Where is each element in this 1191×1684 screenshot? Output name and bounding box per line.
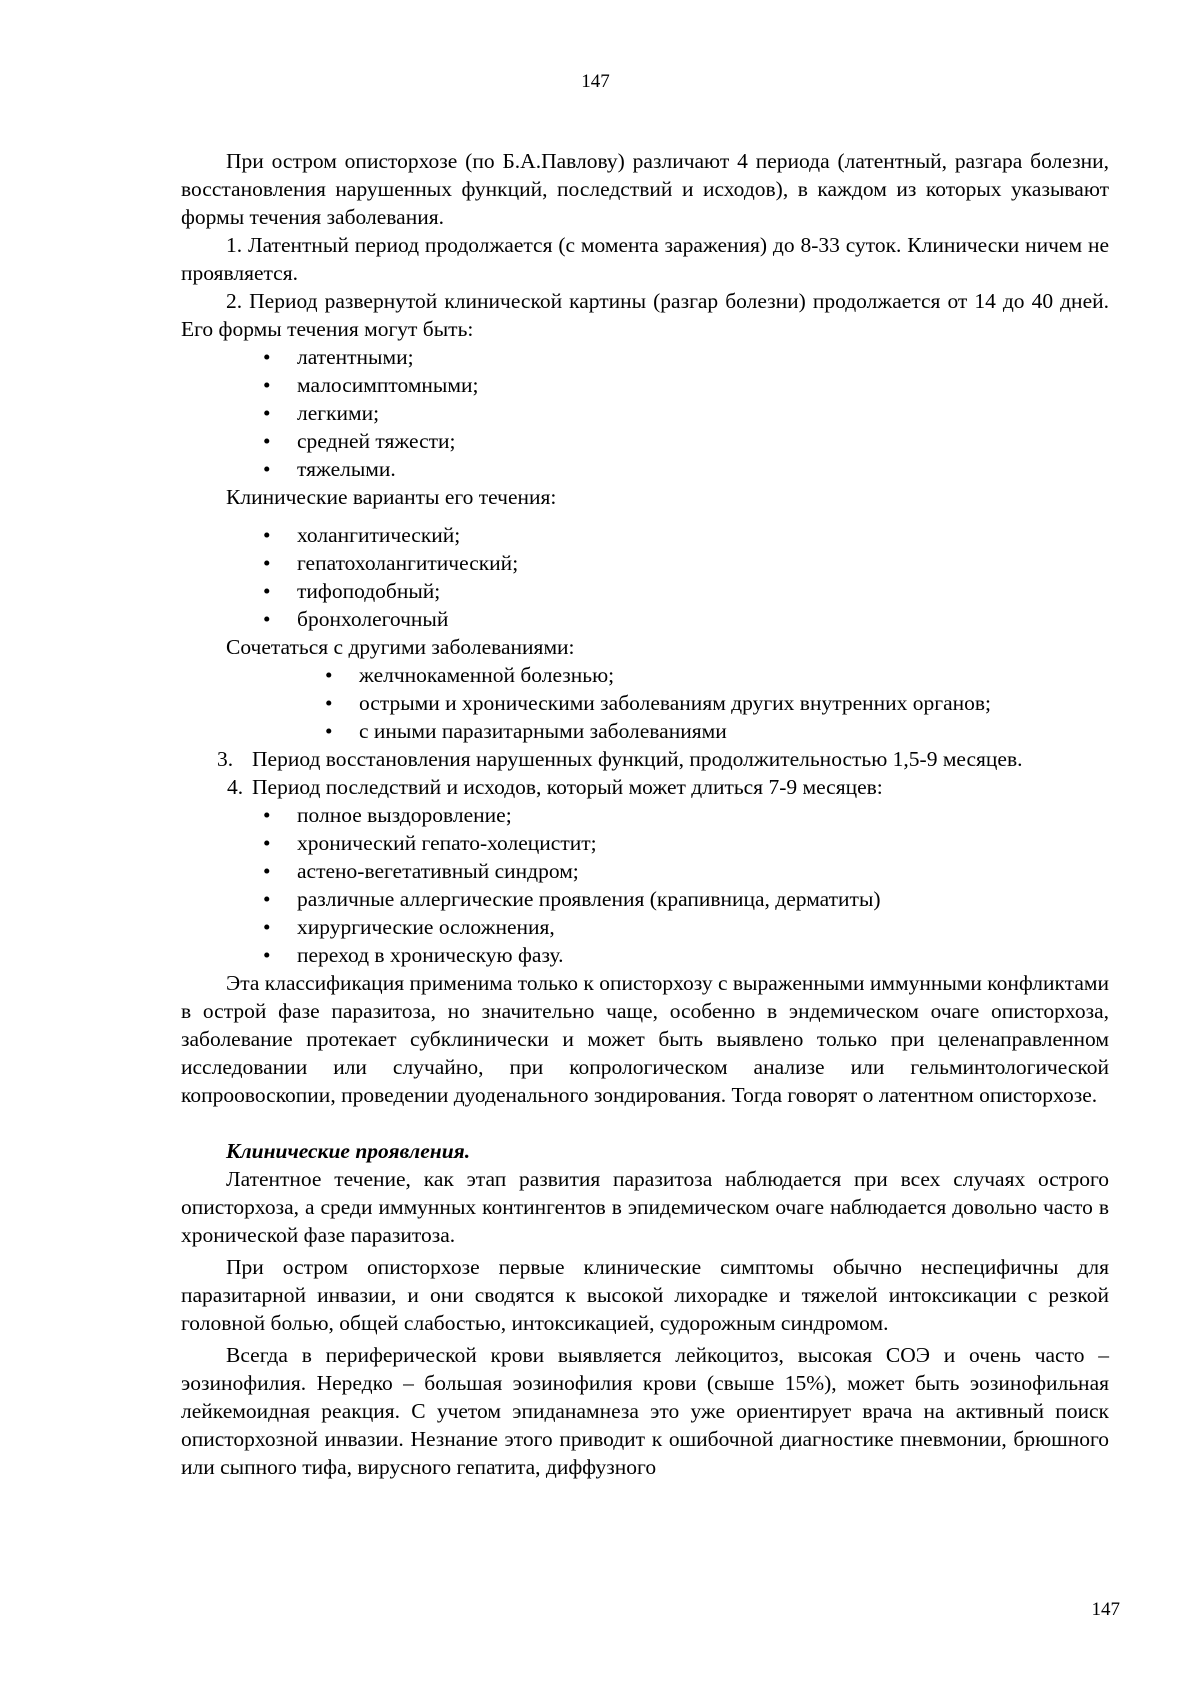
list-item: • хирургические осложнения, [181,913,1109,941]
list-item: • бронхолегочный [181,605,1109,633]
variants-list [181,521,1109,633]
page-content [181,147,1109,1481]
list-item: • переход в хроническую фазу. [181,941,1109,969]
list-item: • различные аллергические проявления (крапивница, дерматиты) [181,885,1109,913]
outcomes-list [181,801,1109,969]
section-heading: Клинические проявления. [226,1139,471,1163]
list-item: • острыми и хроническими заболеваниям других внутренних органов; [181,689,1109,717]
list-item: • желчнокаменной болезнью; [181,661,1109,689]
acute-symptoms-paragraph: При остром описторхозе первые клинические симптомы обычно неспецифичны для паразитарной инвазии, и они сводятся к высокой лихорадке и тяжелой интоксикации с резкой головной болью, общей слабостью, интоксикацией, судорожным синдромом. [181,1255,1109,1335]
period-1-paragraph: 1. Латентный период продолжается (с момента заражения) до 8-33 суток. Клинически ничем не проявляется. [181,233,1109,285]
period-4-item [181,773,1109,801]
list-item: • полное выздоровление; [181,801,1109,829]
latent-course-paragraph: Латентное течение, как этап развития паразитоза наблюдается при всех случаях острого описторхоза, а среди иммунных контингентов в эпидемическом очаге наблюдается довольно часто в хронической фазе паразитоза. [181,1167,1109,1247]
period-4-number: 4. [227,775,244,799]
page-number-bottom: 147 [1091,1599,1120,1620]
list-item: • гепатохолангитический; [181,549,1109,577]
period-2-paragraph: 2. Период развернутой клинической картины (разгар болезни) продолжается от 14 до 40 дней. Его формы течения могут быть: [181,289,1109,341]
list-item: • холангитический; [181,521,1109,549]
classification-note-paragraph: Эта классификация применима только к описторхозу с выраженными иммунными конфликтами в острой фазе паразитоза, но значительно чаще, особенно в эндемическом очаге описторхоза, заболевание протекает субклинически и может быть выявлено только при целенаправленном исследовании или случайно, при копрологическом анализе или гельминтологической копроовоскопии, проведении дуоденального зондирования. Тогда говорят о латентном описторхозе. [181,971,1109,1107]
list-item: • хронический гепато-холецистит; [181,829,1109,857]
list-item: • малосимптомными; [181,371,1109,399]
forms-list [181,343,1109,483]
period-3-number: 3. [217,747,234,771]
list-item: • средней тяжести; [181,427,1109,455]
variants-lead: Клинические варианты его течения: [226,485,557,509]
list-item: • с иными паразитарными заболеваниями [181,717,1109,745]
page-number-top: 147 [581,71,610,92]
list-item: • астено-вегетативный синдром; [181,857,1109,885]
period-4-text: Период последствий и исходов, который может длиться 7-9 месяцев: [252,775,883,799]
list-item: • тяжелыми. [181,455,1109,483]
period-3-text: Период восстановления нарушенных функций, продолжительностью 1,5-9 месяцев. [252,747,1023,771]
list-item: • тифоподобный; [181,577,1109,605]
intro-paragraph: При остром описторхозе (по Б.А.Павлову) различают 4 периода (латентный, разгара болезни, восстановления нарушенных функций, последствий и исходов), в каждом из которых указывают формы течения заболевания. [181,149,1109,229]
list-item: • легкими; [181,399,1109,427]
period-3-item [181,745,1109,773]
combined-list [181,661,1109,745]
combined-lead: Сочетаться с другими заболеваниями: [226,635,575,659]
blood-findings-paragraph: Всегда в периферической крови выявляется лейкоцитоз, высокая СОЭ и очень часто – эозинофилия. Нередко – большая эозинофилия крови (свыше 15%), может быть эозинофильная лейкемоидная реакция. С учетом эпиданамнеза это уже ориентирует врача на активный поиск описторхозной инвазии. Незнание этого приводит к ошибочной диагностике пневмонии, брюшного или сыпного тифа, вирусного гепатита, диффузного [181,1343,1109,1479]
list-item: • латентными; [181,343,1109,371]
